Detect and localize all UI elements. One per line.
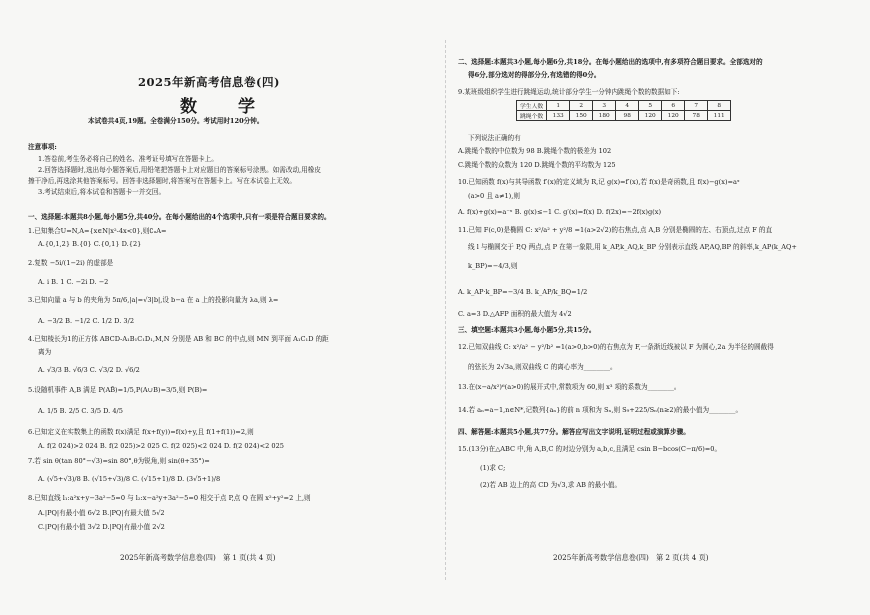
notice-line: 2.回答选择题时,选出每小题答案后,用铅笔把答题卡上对应题目的答案标号涂黑。如需改动,用橡皮: [38, 166, 321, 174]
page-right: [458, 0, 858, 615]
question-line: 6.已知定义在实数集上的函数 f(x)满足 f(x+f(y))=f(x)+y,且 f(1+f(1))=2,则: [28, 428, 254, 436]
option-line: A. (√5+√3)/8 B. (√15+√3)/8 C. (√15+1)/8 D. (3√5+1)/8: [38, 475, 221, 483]
question-line: (2)若 AB 边上的高 CD 为√3,求 AB 的最小值。: [480, 481, 622, 489]
option-line: C.跳绳个数的众数为 120 D.跳绳个数的平均数为 125: [458, 161, 616, 169]
page-left: [28, 0, 433, 615]
option-line: A. i B. 1 C. −2i D. −2: [38, 278, 109, 286]
notice-line: 3.考试结束后,将本试卷和答题卡一并交回。: [38, 188, 166, 196]
section-heading: 四、解答题:本题共5小题,共77分。解答应写出文字说明,证明过程或演算步骤。: [458, 428, 690, 436]
question-line: 15.(13分)在△ABC 中,角 A,B,C 的对边分别为 a,b,c,且满足 csin B−bcos(C−π/6)=0。: [458, 445, 722, 453]
question-line: 14.若 aₙ=a−1,n∈N*,记数列{aₙ}的前 n 项和为 Sₙ,则 S₉+225/Sₙ(n≥2)的最小值为________。: [458, 406, 743, 414]
question-line: 的弦长为 2√3a,则双曲线 C 的离心率为________。: [468, 363, 617, 371]
table-cell: 7: [685, 101, 708, 111]
subject-title: 数 学: [180, 97, 267, 117]
notice-line: 1.答卷前,考生务必将自己的姓名、准考证号填写在答题卡上。: [38, 155, 218, 163]
option-line: A.|PQ|有最小值 6√2 B.|PQ|有最大值 5√2: [38, 509, 165, 517]
question-line: 10.已知函数 f(x)与其导函数 f′(x)的定义域为 R,记 g(x)=f′(x),若 f(x)是奇函数,且 f(x)−g(x)=aˣ: [458, 178, 740, 186]
question-line: 13.在(x−a/x²)⁶(a>0)的展开式中,常数项为 60,则 x³ 项的系数为________。: [458, 383, 681, 391]
table-cell: 学生人数: [517, 101, 547, 111]
question-line: 9.某班级组织学生进行跳绳运动,统计部分学生一分钟内跳绳个数的数据如下:: [458, 88, 680, 96]
option-line: A. f(x)+g(x)=a⁻ˣ B. g(x)≤−1 C. g′(x)=f(x) D. f(2x)=−2f(x)g(x): [458, 208, 662, 216]
table-cell: 98: [616, 111, 639, 121]
table-cell: 4: [616, 101, 639, 111]
option-line: A.{0,1,2} B.{0} C.{0,1} D.{2}: [38, 240, 142, 248]
question-line: 下列说法正确的有: [468, 134, 521, 142]
table-cell: 78: [685, 111, 708, 121]
notice-title: 注意事项:: [28, 143, 57, 151]
table-cell: 150: [570, 111, 593, 121]
page-divider: [445, 40, 446, 580]
question-line: 8.已知直线 l₁:a²x+y−3a²−5=0 与 l₂:x−a²y+3a²−5=0 相交于点 P,点 Q 在圆 x²+y²=2 上,则: [28, 494, 311, 502]
option-line: A. −3/2 B. −1/2 C. 1/2 D. 3/2: [38, 317, 135, 325]
option-line: A. f(2 024)>2 024 B. f(2 025)>2 025 C. f(2 025)<2 024 D. f(2 024)<2 025: [38, 442, 284, 450]
table-cell: 2: [570, 101, 593, 111]
data-table: [516, 100, 731, 121]
table-cell: 1: [547, 101, 570, 111]
option-line: A. 1/5 B. 2/5 C. 3/5 D. 4/5: [38, 407, 123, 415]
option-line: C.|PQ|有最小值 3√2 D.|PQ|有最小值 2√2: [38, 523, 165, 531]
table-cell: 133: [547, 111, 570, 121]
table-cell: 180: [593, 111, 616, 121]
notice-line: 擦干净后,再选涂其他答案标号。回答非选择题时,将答案写在答题卡上。写在本试卷上无效。: [28, 177, 296, 185]
exam-info: 本试卷共4页,19题。全卷满分150分。考试用时120分钟。: [88, 117, 264, 125]
question-line: 线 l 与椭圆交于 P,Q 两点,点 P 在第一象限,用 k_AP,k_AQ,k_BP 分别表示直线 AP,AQ,BP 的斜率,k_AP(k_AQ+: [468, 243, 797, 251]
question-line: 11.已知 F(c,0)是椭圆 C: x²/a² + y²/8 =1(a>2√2)的右焦点,点 A,B 分别是椭圆的左、右顶点,过点 F 的直: [458, 226, 773, 234]
question-line: 7.若 sin θ(tan 80°−√3)=sin 80°,θ为锐角,则 sin(θ+35°)=: [28, 457, 210, 465]
table-cell: 5: [639, 101, 662, 111]
table-row: [517, 111, 731, 121]
question-line: (1)求 C;: [480, 464, 506, 472]
question-line: 2.复数 −5i/(1−2i) 的虚部是: [28, 259, 114, 267]
table-cell: 跳绳个数: [517, 111, 547, 121]
section-heading: 一、选择题:本题共8小题,每小题5分,共40分。在每小题给出的4个选项中,只有一项是符合题目要求的。: [28, 213, 331, 221]
question-line: 3.已知向量 a 与 b 的夹角为 5π/6,|a|=√3|b|,设 b−a 在 a 上的投影向量为 λa,则 λ=: [28, 296, 279, 304]
table-cell: 3: [593, 101, 616, 111]
question-line: 离为: [38, 348, 52, 356]
option-line: A. √3/3 B. √6/3 C. √3/2 D. √6/2: [38, 366, 140, 374]
page-footer: 2025年新高考数学信息卷(四) 第 1 页(共 4 页): [120, 553, 276, 562]
question-line: (a>0 且 a≠1),则: [468, 192, 520, 200]
question-line: 12.已知双曲线 C: x²/a² − y²/b² =1(a>0,b>0)的右焦点为 F,一条渐近线被以 F 为圆心,2a 为半径的圆截得: [458, 343, 774, 351]
table-cell: 6: [662, 101, 685, 111]
question-line: 4.已知棱长为1的正方体 ABCD-A₁B₁C₁D₁,M,N 分别是 AB 和 BC 的中点,则 MN 到平面 A₁C₁D 的距: [28, 335, 329, 343]
exam-title: 2025年新高考信息卷(四): [138, 75, 280, 89]
table-cell: 111: [708, 111, 731, 121]
table-cell: 8: [708, 101, 731, 111]
section-heading: 三、填空题:本题共3小题,每小题5分,共15分。: [458, 326, 596, 334]
option-line: A. k_AP·k_BP=−3/4 B. k_AP/k_BQ=1/2: [458, 288, 588, 296]
option-line: A.跳绳个数的中位数为 98 B.跳绳个数的极差为 102: [458, 147, 612, 155]
section-heading: 二、选择题:本题共3小题,每小题6分,共18分。在每小题给出的选项中,有多项符合题目要求。全部选对的: [458, 58, 763, 66]
section-heading: 得6分,部分选对的得部分分,有选错的得0分。: [468, 71, 601, 79]
page-footer: 2025年新高考数学信息卷(四) 第 2 页(共 4 页): [553, 553, 709, 562]
table-cell: 120: [662, 111, 685, 121]
question-line: k_BP)=−4/3,则: [468, 262, 518, 270]
question-line: 1.已知集合U=N,A={x∈N|x²-4x<0},则∁ᵤA=: [28, 227, 167, 235]
table-row: [517, 101, 731, 111]
question-line: 5.设随机事件 A,B 满足 P(AB̄)=1/5,P(A∪B)=3/5,则 P(B)=: [28, 386, 208, 394]
option-line: C. a=3 D.△AFP 面积的最大值为 4√2: [458, 310, 572, 318]
table-cell: 120: [639, 111, 662, 121]
